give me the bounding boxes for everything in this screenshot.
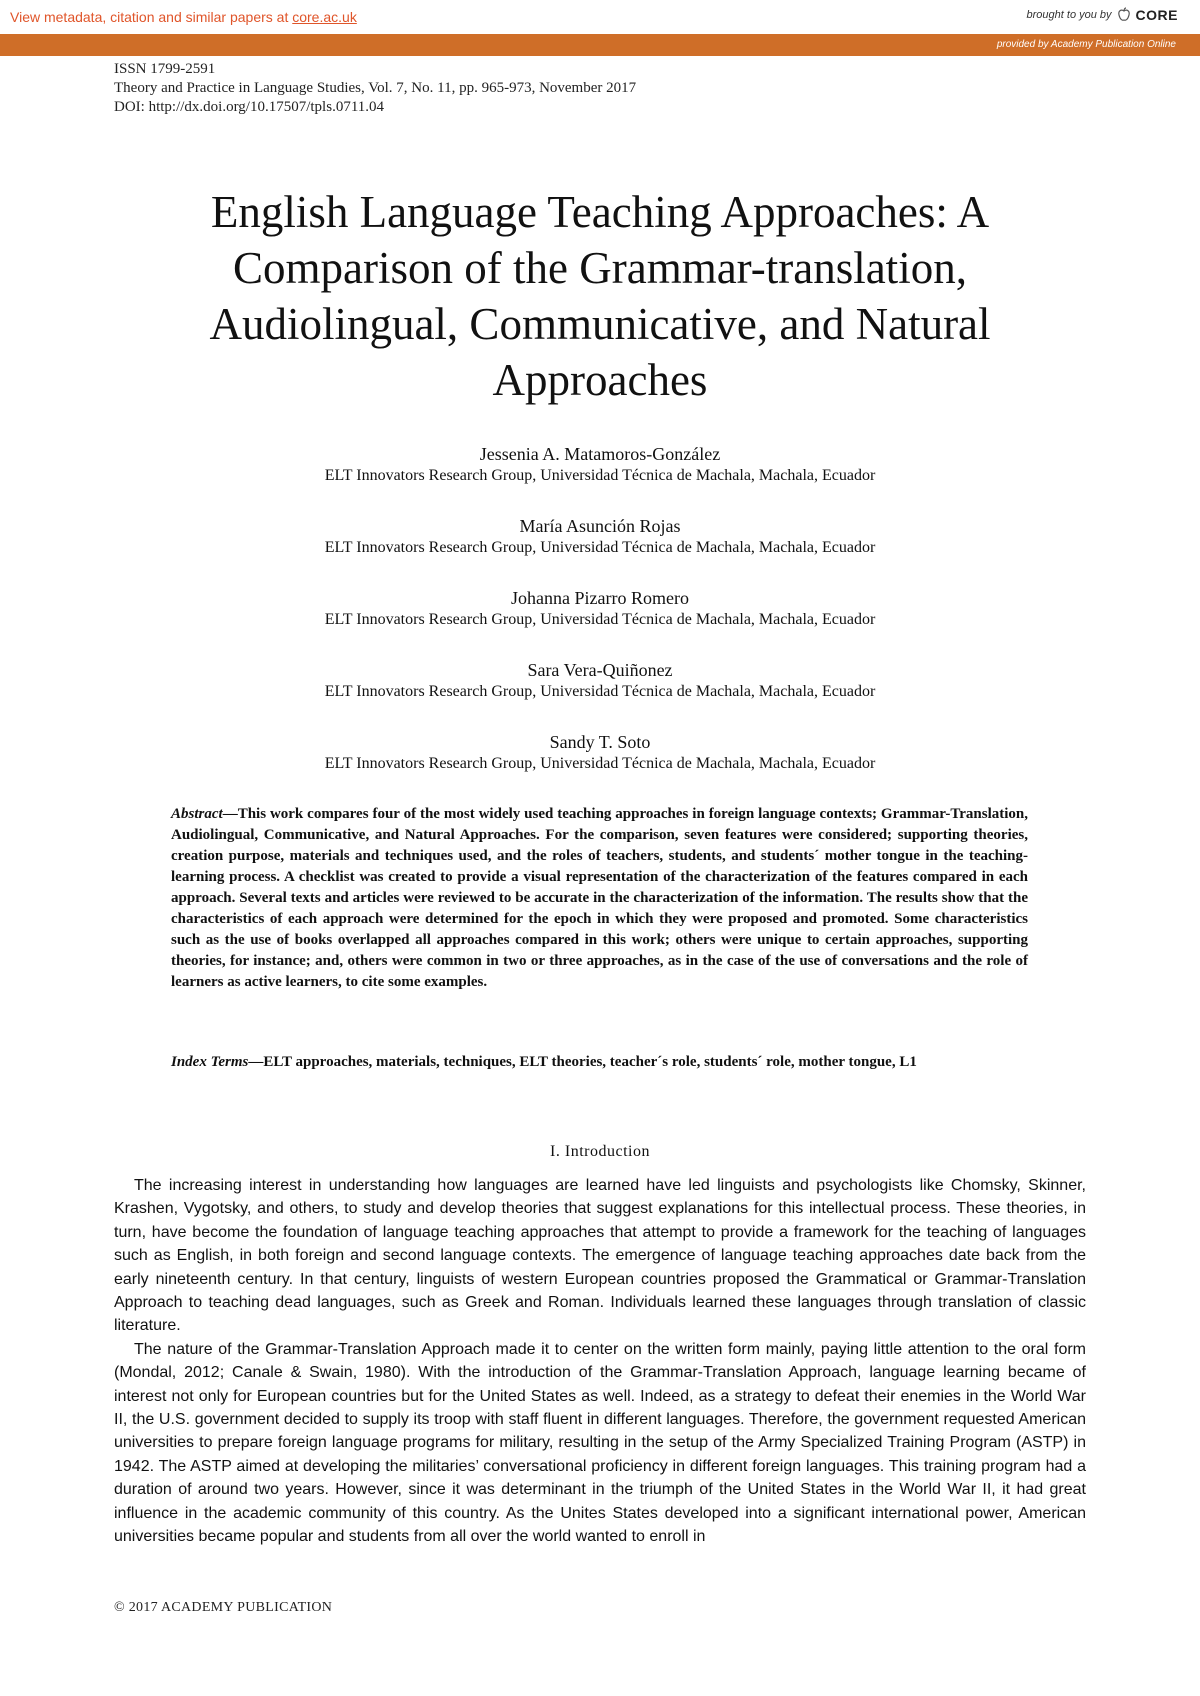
abstract	[171, 804, 1028, 993]
core-header	[0, 0, 1200, 34]
author-affiliation: ELT Innovators Research Group, Universidad Técnica de Machala, Machala, Ecuador	[324, 611, 876, 628]
core-ac-uk-link[interactable]: core.ac.uk	[292, 9, 357, 25]
core-brand-name: CORE	[1135, 7, 1178, 23]
core-apple-icon	[1116, 7, 1132, 23]
body-paragraph: The nature of the Grammar-Translation Approach made it to center on the written form mainly, paying little attention to the oral form (Mondal, 2012; Canale & Swain, 1980). With the introduction of the Grammar-Translation Approach, language learning became of interest not only for European countries but for the United States as well. Indeed, as a strategy to defeat their enemies in the World War II, the U.S. government decided to supply its troop with staff fluent in different languages. Therefore, the government requested American universities to prepare foreign language programs for military, resulting in the setup of the Army Specialized Training Program (ASTP) in 1942. The ASTP aimed at developing the militaries’ conversational proficiency in different foreign languages. This training program had a duration of around two years. However, since it was determinant in the triumph of the United States in the World War II, it had great influence in the academic community of this country. As the Unites States developed into a significant international power, American universities became popular and students from all over the world wanted to enroll in	[114, 1340, 1086, 1546]
author-name: María Asunción Rojas	[519, 516, 681, 536]
brought-by-text: brought to you by	[1026, 9, 1112, 21]
author-block	[160, 731, 1040, 803]
abstract-text: —This work compares four of the most widely used teaching approaches in foreign language contexts; Grammar-Translation, Audiolingual, Communicative, and Natural Approaches. For the comparison, seven features were considered; supporting theories, creation purpose, materials and techniques used, and the roles of teachers, students, and students´ mother tongue in the teaching-learning process. A checklist was created to provide a visual representation of the characterization of the features compared in each approach. Several texts and articles were reviewed to be accurate in the characterization of the information. The results show that the characteristics of each approach were determined for the epoch in which they were proposed and promoted. Some characteristics such as the use of books overlapped all approaches compared in this work; others were unique to certain approaches, supporting theories, for instance; and, others were common in two or three approaches, as in the case of the use of conversations and the role of learners as active learners, to cite some examples.	[171, 806, 1028, 990]
author-affiliation: ELT Innovators Research Group, Universidad Técnica de Machala, Machala, Ecuador	[324, 755, 876, 772]
author-block	[160, 587, 1040, 659]
core-view-link-row	[10, 9, 357, 25]
title-line: Comparison of the Grammar-translation,	[233, 243, 967, 293]
provided-by-text: provided by Academy Publication Online	[996, 39, 1176, 50]
author-name: Johanna Pizarro Romero	[511, 588, 689, 608]
core-provided-bar	[0, 34, 1200, 56]
paper-title	[140, 184, 1060, 408]
index-terms-text: —ELT approaches, materials, techniques, ELT theories, teacher´s role, students´ role, mother tongue, L1	[248, 1054, 917, 1070]
abstract-label: Abstract	[171, 806, 223, 822]
author-name: Sara Vera-Quiñonez	[527, 660, 673, 680]
author-block	[160, 659, 1040, 731]
journal-info	[114, 60, 636, 117]
author-block	[160, 515, 1040, 587]
author-block	[160, 443, 1040, 515]
title-line: English Language Teaching Approaches: A	[210, 187, 990, 237]
issn: ISSN 1799-2591	[114, 61, 216, 77]
author-affiliation: ELT Innovators Research Group, Universidad Técnica de Machala, Machala, Ecuador	[324, 683, 876, 700]
core-view-text: View metadata, citation and similar papers at	[10, 9, 289, 25]
copyright-footer: © 2017 ACADEMY PUBLICATION	[114, 1600, 333, 1615]
author-name: Jessenia A. Matamoros-González	[479, 444, 721, 464]
doi: DOI: http://dx.doi.org/10.17507/tpls.0711.04	[114, 99, 385, 115]
journal-citation: Theory and Practice in Language Studies, Vol. 7, No. 11, pp. 965-973, November 2017	[114, 80, 637, 96]
index-terms-label: Index Terms	[171, 1054, 249, 1070]
body-text	[114, 1174, 1086, 1549]
index-terms	[171, 1052, 1028, 1073]
title-line: Audiolingual, Communicative, and Natural	[209, 299, 991, 349]
author-list	[160, 443, 1040, 803]
author-name: Sandy T. Soto	[549, 732, 651, 752]
author-affiliation: ELT Innovators Research Group, Universidad Técnica de Machala, Machala, Ecuador	[324, 467, 876, 484]
title-line: Approaches	[492, 355, 708, 405]
author-affiliation: ELT Innovators Research Group, Universidad Técnica de Machala, Machala, Ecuador	[324, 539, 876, 556]
body-paragraph: The increasing interest in understanding how languages are learned have led linguists and psychologists like Chomsky, Skinner, Krashen, Vygotsky, and others, to study and develop theories that suggest explanations for this intellectual process. These theories, in turn, have become the foundation of language teaching approaches that attempt to provide a framework for the teaching of languages such as English, in both foreign and second language contexts. The emergence of language teaching approaches date back from the early nineteenth century. In that century, linguists of western European countries proposed the Grammatical or Grammar-Translation Approach to teaching dead languages, such as Greek and Roman. Individuals learned these languages through translation of classic literature.	[114, 1177, 1086, 1335]
section-heading: I. Introduction	[550, 1143, 650, 1160]
core-brand[interactable]	[1027, 7, 1178, 23]
